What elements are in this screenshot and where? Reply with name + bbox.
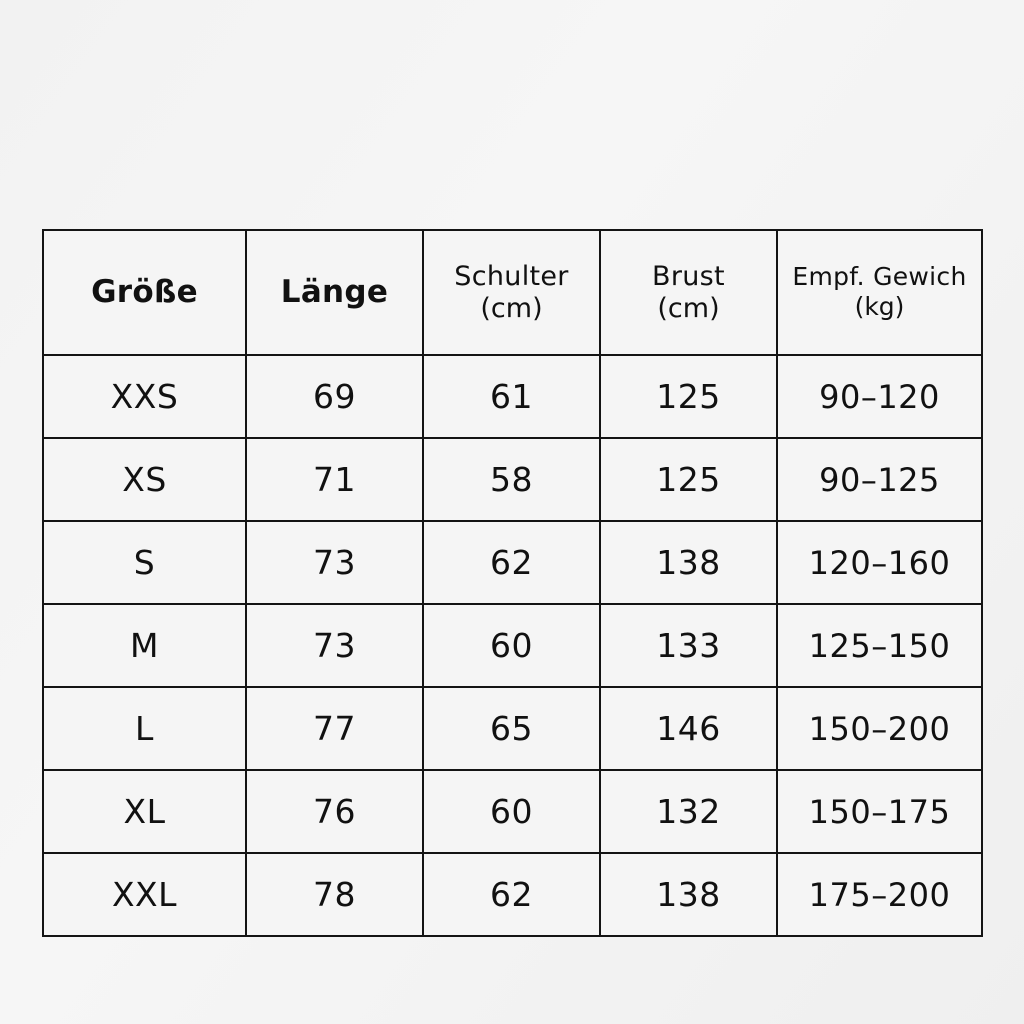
cell-chest: 125	[600, 438, 777, 521]
cell-weight: 150–200	[777, 687, 982, 770]
cell-length: 73	[246, 521, 423, 604]
table-header	[43, 230, 982, 355]
cell-size: XS	[43, 438, 246, 521]
header-label-chest: Brust	[652, 260, 725, 292]
header-label-shoulder: Schulter	[454, 260, 569, 292]
header-unit-chest: (cm)	[657, 293, 720, 324]
header-label-weight: Empf. Gewich	[792, 262, 967, 292]
cell-weight: 125–150	[777, 604, 982, 687]
cell-size: XXL	[43, 853, 246, 936]
cell-shoulder: 62	[423, 521, 600, 604]
header-cell-chest	[600, 230, 777, 355]
cell-chest: 132	[600, 770, 777, 853]
cell-shoulder: 60	[423, 604, 600, 687]
cell-shoulder: 65	[423, 687, 600, 770]
cell-length: 73	[246, 604, 423, 687]
header-unit-weight: (kg)	[854, 292, 905, 321]
cell-size: M	[43, 604, 246, 687]
cell-weight: 175–200	[777, 853, 982, 936]
header-row	[43, 230, 982, 355]
cell-shoulder: 61	[423, 355, 600, 438]
cell-chest: 146	[600, 687, 777, 770]
cell-size: XXS	[43, 355, 246, 438]
cell-weight: 90–125	[777, 438, 982, 521]
cell-shoulder: 60	[423, 770, 600, 853]
cell-weight: 90–120	[777, 355, 982, 438]
header-cell-size	[43, 230, 246, 355]
header-label-size: Größe	[91, 273, 198, 310]
table-row	[43, 770, 982, 853]
table-row	[43, 687, 982, 770]
table-row	[43, 521, 982, 604]
cell-size: XL	[43, 770, 246, 853]
header-cell-shoulder	[423, 230, 600, 355]
cell-chest: 125	[600, 355, 777, 438]
table-row	[43, 604, 982, 687]
header-label-length: Länge	[280, 273, 389, 310]
cell-chest: 138	[600, 853, 777, 936]
header-cell-length	[246, 230, 423, 355]
size-chart-container	[42, 229, 981, 937]
cell-size: L	[43, 687, 246, 770]
size-chart-table	[42, 229, 983, 937]
cell-size: S	[43, 521, 246, 604]
table-body	[43, 355, 982, 936]
header-unit-shoulder: (cm)	[480, 293, 543, 324]
cell-chest: 133	[600, 604, 777, 687]
cell-shoulder: 58	[423, 438, 600, 521]
cell-weight: 150–175	[777, 770, 982, 853]
table-row	[43, 853, 982, 936]
cell-length: 71	[246, 438, 423, 521]
table-row	[43, 355, 982, 438]
header-cell-weight	[777, 230, 982, 355]
cell-weight: 120–160	[777, 521, 982, 604]
cell-length: 78	[246, 853, 423, 936]
cell-length: 69	[246, 355, 423, 438]
cell-length: 76	[246, 770, 423, 853]
cell-shoulder: 62	[423, 853, 600, 936]
table-row	[43, 438, 982, 521]
cell-chest: 138	[600, 521, 777, 604]
cell-length: 77	[246, 687, 423, 770]
